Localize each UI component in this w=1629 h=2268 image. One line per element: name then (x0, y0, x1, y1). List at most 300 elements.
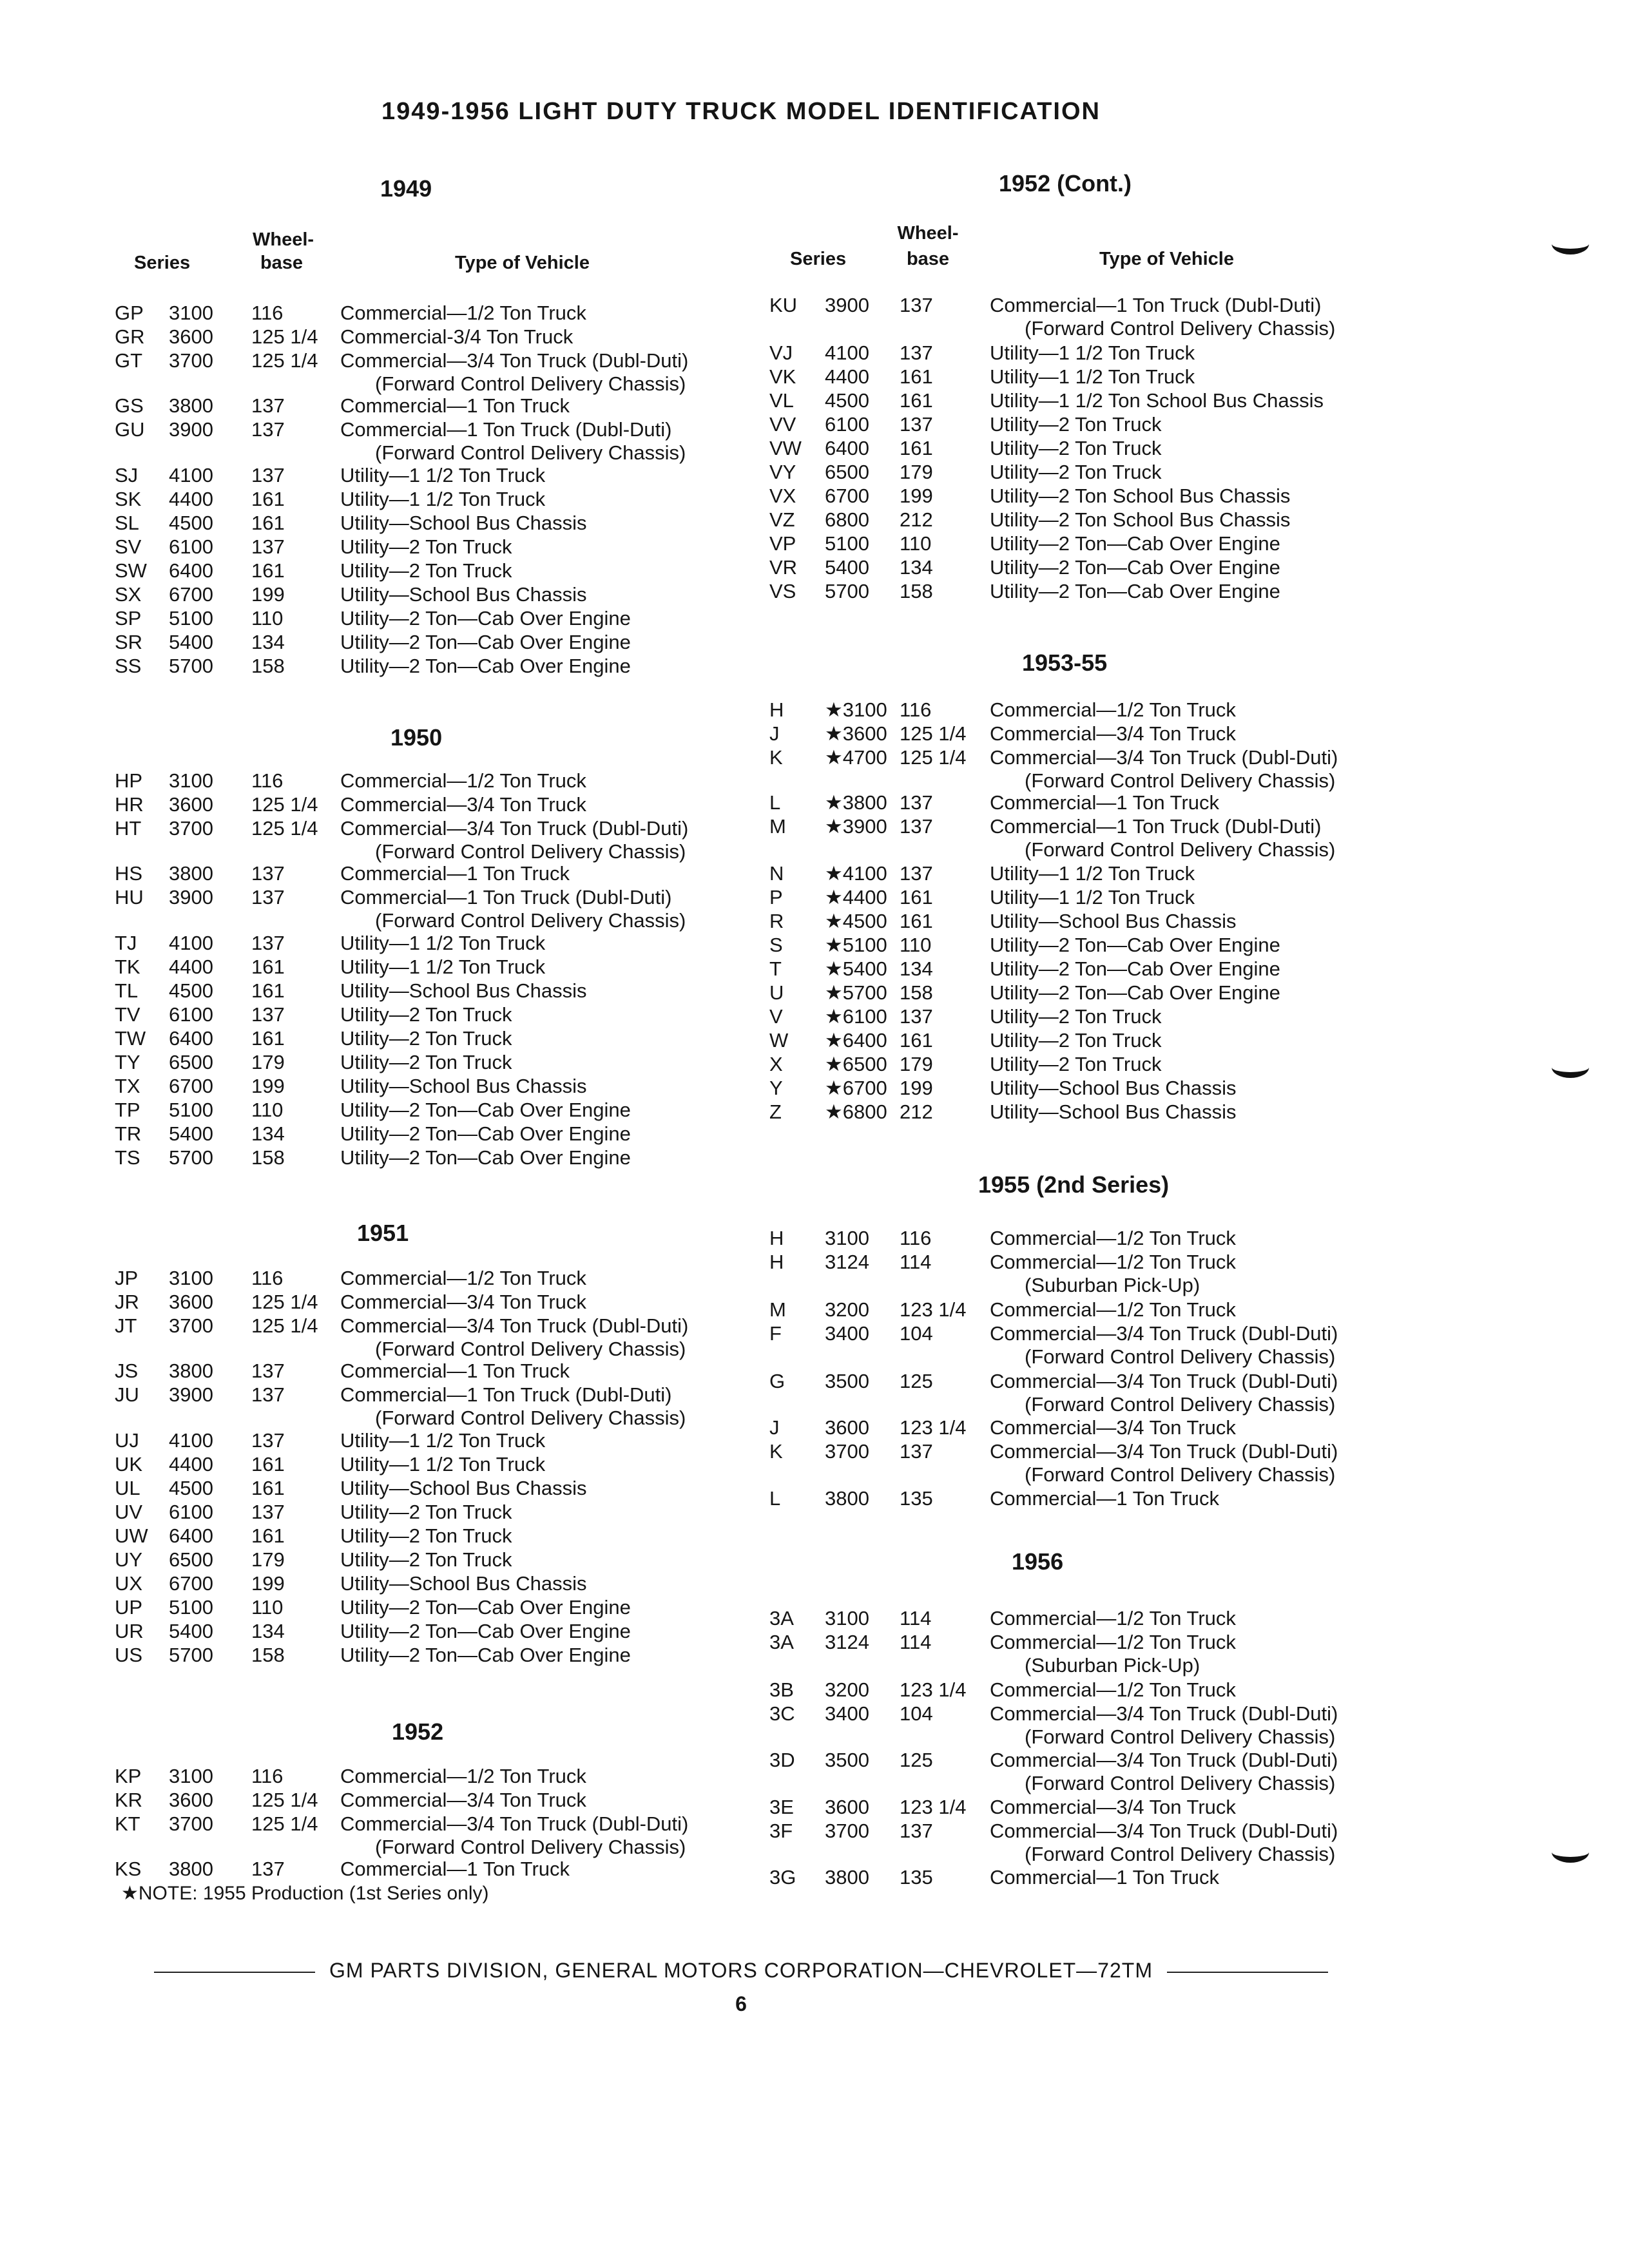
model-code: L (769, 791, 781, 814)
table-row (754, 1077, 1456, 1100)
vehicle-type-continuation: (Forward Control Delivery Chassis) (1025, 1725, 1336, 1748)
model-code: UK (115, 1453, 143, 1475)
model-code: KU (769, 294, 798, 316)
series-number: 3400 (825, 1322, 869, 1345)
wheelbase-value: 137 (251, 535, 285, 558)
scan-mark (1552, 1841, 1589, 1863)
series-number: 6700 (169, 583, 213, 606)
table-row (115, 1453, 766, 1477)
vehicle-type-continuation: (Forward Control Delivery Chassis) (1025, 1843, 1336, 1865)
model-code: H (769, 698, 784, 721)
series-number: 5100 (825, 532, 869, 555)
series-number: 3800 (169, 1858, 213, 1880)
vehicle-type: Commercial—1 Ton Truck (990, 791, 1220, 814)
vehicle-type: Commercial—3/4 Ton Truck (990, 1416, 1236, 1439)
wheelbase-value: 137 (900, 294, 933, 316)
wheelbase-value: 137 (251, 932, 285, 954)
table-row (115, 1620, 766, 1644)
wheelbase-value: 125 1/4 (251, 325, 318, 348)
table-row (754, 1702, 1456, 1726)
wheelbase-value: 110 (251, 607, 284, 629)
model-code: HT (115, 817, 142, 840)
model-code: VL (769, 389, 794, 412)
table-row (115, 1477, 766, 1501)
series-number: ★3900 (825, 815, 887, 838)
model-code: 3F (769, 1820, 793, 1842)
model-code: UP (115, 1596, 143, 1619)
wheelbase-value: 199 (900, 1077, 933, 1099)
table-row (754, 413, 1456, 437)
vehicle-type: Commercial—1/2 Ton Truck (340, 302, 586, 324)
table-row (115, 559, 766, 583)
wheelbase-value: 125 1/4 (251, 1314, 318, 1337)
model-code: H (769, 1227, 784, 1249)
page-footer (0, 1959, 1482, 1983)
table-row (115, 464, 766, 488)
series-number: 3100 (169, 769, 213, 792)
vehicle-type: Commercial—3/4 Ton Truck (Dubl-Duti) (990, 1820, 1338, 1842)
series-number: 4500 (169, 512, 213, 534)
wheelbase-value: 137 (251, 1383, 285, 1406)
vehicle-type: Commercial—3/4 Ton Truck (Dubl-Duti) (340, 349, 689, 372)
series-number: 4400 (825, 365, 869, 388)
wheelbase-value: 125 1/4 (251, 1812, 318, 1835)
vehicle-type-continuation: (Forward Control Delivery Chassis) (375, 1836, 686, 1858)
series-number: 6400 (169, 1027, 213, 1050)
model-code: J (769, 722, 780, 745)
wheelbase-value: 137 (251, 1858, 285, 1880)
series-number: 4500 (169, 979, 213, 1002)
wheelbase-value: 123 1/4 (900, 1678, 967, 1701)
vehicle-type: Commercial—3/4 Ton Truck (Dubl-Duti) (990, 1749, 1338, 1771)
wheelbase-value: 161 (251, 1027, 285, 1050)
model-code: VK (769, 365, 796, 388)
series-number: 3100 (169, 1765, 213, 1787)
table-row (115, 1429, 766, 1453)
series-number: 3500 (825, 1370, 869, 1392)
series-number: 6400 (169, 1524, 213, 1547)
footnote: ★NOTE: 1955 Production (1st Series only) (121, 1883, 489, 1904)
vehicle-type: Commercial—3/4 Ton Truck (Dubl-Duti) (990, 1440, 1338, 1463)
wheelbase-value: 199 (900, 485, 933, 507)
series-number: 5700 (169, 1644, 213, 1666)
footer-rule-left (154, 1972, 315, 1973)
vehicle-type-continuation: (Forward Control Delivery Chassis) (1025, 769, 1336, 792)
wheelbase-value: 125 1/4 (251, 793, 318, 816)
table-row (754, 1440, 1456, 1464)
series-number: 3100 (169, 302, 213, 324)
vehicle-type: Utility—2 Ton—Cab Over Engine (990, 556, 1280, 579)
vehicle-type: Commercial—1/2 Ton Truck (340, 1765, 586, 1787)
wheelbase-value: 116 (900, 1227, 932, 1249)
wheelbase-value: 110 (251, 1596, 284, 1619)
vehicle-type-continuation: (Forward Control Delivery Chassis) (375, 909, 686, 932)
series-number: 3800 (825, 1866, 869, 1888)
vehicle-type-continuation: (Forward Control Delivery Chassis) (375, 441, 686, 464)
table-row (754, 1100, 1456, 1124)
wheelbase-value: 110 (900, 934, 932, 956)
wheelbase-value: 125 1/4 (251, 1789, 318, 1811)
vehicle-type: Commercial—1/2 Ton Truck (990, 1607, 1236, 1629)
wheelbase-value: 137 (900, 815, 933, 838)
vehicle-type: Commercial-3/4 Ton Truck (340, 325, 574, 348)
series-number: 6700 (825, 485, 869, 507)
wheelbase-value: 114 (900, 1607, 932, 1629)
vehicle-type: Commercial—1/2 Ton Truck (990, 1631, 1236, 1653)
series-number: 3600 (169, 1789, 213, 1811)
model-code: H (769, 1251, 784, 1273)
vehicle-type: Commercial—1/2 Ton Truck (990, 698, 1236, 721)
table-row (115, 325, 766, 349)
wheelbase-value: 104 (900, 1702, 933, 1725)
model-code: R (769, 910, 784, 932)
series-number: 6500 (169, 1051, 213, 1073)
wheelbase-value: 137 (251, 862, 285, 885)
wheelbase-value: 179 (900, 461, 933, 483)
vehicle-type: Utility—School Bus Chassis (990, 910, 1237, 932)
model-code: HP (115, 769, 143, 792)
table-row (115, 583, 766, 607)
vehicle-type: Commercial—3/4 Ton Truck (340, 1789, 586, 1811)
model-code: TR (115, 1122, 142, 1145)
vehicle-type: Utility—1 1/2 Ton Truck (340, 956, 546, 978)
vehicle-type: Utility—2 Ton Truck (990, 413, 1162, 436)
vehicle-type: Commercial—1/2 Ton Truck (990, 1227, 1236, 1249)
model-code: N (769, 862, 784, 885)
wheelbase-value: 137 (251, 886, 285, 908)
table-row (754, 815, 1456, 839)
series-number: 4500 (825, 389, 869, 412)
model-code: JS (115, 1360, 139, 1382)
series-number: 3600 (825, 1796, 869, 1818)
header-type: Type of Vehicle (455, 253, 590, 273)
table-row (754, 1796, 1456, 1820)
table-row (115, 655, 766, 678)
wheelbase-value: 137 (900, 1005, 933, 1028)
series-number: 3700 (169, 1812, 213, 1835)
wheelbase-value: 125 1/4 (251, 349, 318, 372)
wheelbase-value: 161 (251, 979, 285, 1002)
series-number: 3200 (825, 1298, 869, 1321)
vehicle-type: Utility—2 Ton—Cab Over Engine (340, 631, 631, 653)
wheelbase-value: 161 (251, 1453, 285, 1475)
vehicle-type: Utility—2 Ton—Cab Over Engine (340, 655, 631, 677)
series-number: 3600 (169, 325, 213, 348)
table-row (115, 512, 766, 535)
model-code: GU (115, 418, 145, 441)
section-heading: 1956 (1012, 1548, 1064, 1575)
vehicle-type: Commercial—3/4 Ton Truck (Dubl-Duti) (990, 1322, 1338, 1345)
vehicle-type: Utility—2 Ton—Cab Over Engine (990, 580, 1280, 602)
section-heading: 1955 (2nd Series) (978, 1171, 1170, 1198)
header-wheelbase-top-right: Wheel- (897, 223, 959, 244)
model-code: 3D (769, 1749, 795, 1771)
wheelbase-value: 137 (900, 1440, 933, 1463)
model-code: JT (115, 1314, 137, 1337)
table-row (754, 1820, 1456, 1843)
table-row (754, 1607, 1456, 1631)
table-row (754, 365, 1456, 389)
model-code: K (769, 1440, 783, 1463)
series-number: 4400 (169, 488, 213, 510)
vehicle-type-continuation: (Forward Control Delivery Chassis) (375, 840, 686, 863)
vehicle-type: Utility—2 Ton School Bus Chassis (990, 485, 1291, 507)
wheelbase-value: 137 (251, 1501, 285, 1523)
model-code: TW (115, 1027, 146, 1050)
series-number: 5400 (169, 631, 213, 653)
model-code: M (769, 1298, 786, 1321)
wheelbase-value: 161 (900, 886, 933, 908)
vehicle-type: Utility—2 Ton Truck (340, 1524, 512, 1547)
series-number: ★4700 (825, 746, 887, 769)
vehicle-type: Utility—School Bus Chassis (340, 512, 587, 534)
wheelbase-value: 199 (251, 583, 285, 606)
wheelbase-value: 161 (900, 365, 933, 388)
model-code: KR (115, 1789, 143, 1811)
vehicle-type: Utility—1 1/2 Ton Truck (990, 341, 1195, 364)
table-row (754, 1631, 1456, 1655)
wheelbase-value: 134 (251, 1620, 285, 1642)
model-code: SV (115, 535, 142, 558)
model-code: UR (115, 1620, 144, 1642)
table-row (754, 1749, 1456, 1773)
series-number: 3700 (169, 349, 213, 372)
vehicle-type: Utility—2 Ton Truck (340, 1548, 512, 1571)
model-code: G (769, 1370, 786, 1392)
wheelbase-value: 161 (251, 956, 285, 978)
series-number: 6100 (169, 535, 213, 558)
vehicle-type: Utility—2 Ton Truck (990, 1053, 1162, 1075)
series-number: ★6500 (825, 1053, 887, 1075)
series-number: 6400 (169, 559, 213, 582)
model-code: UW (115, 1524, 148, 1547)
vehicle-type: Commercial—1 Ton Truck (Dubl-Duti) (990, 815, 1322, 838)
vehicle-type: Utility—2 Ton—Cab Over Engine (340, 1146, 631, 1169)
model-code: UV (115, 1501, 143, 1523)
model-code: TP (115, 1099, 140, 1121)
wheelbase-value: 135 (900, 1487, 933, 1510)
table-row (754, 580, 1456, 604)
series-number: ★5400 (825, 957, 887, 980)
footer-rule-right (1167, 1972, 1328, 1973)
vehicle-type: Utility—2 Ton Truck (990, 437, 1162, 459)
scan-mark (1552, 1057, 1589, 1078)
wheelbase-value: 116 (251, 1267, 284, 1289)
table-row (115, 535, 766, 559)
series-number: 4100 (825, 341, 869, 364)
wheelbase-value: 123 1/4 (900, 1796, 967, 1818)
wheelbase-value: 179 (251, 1051, 285, 1073)
model-code: KP (115, 1765, 142, 1787)
series-number: ★4500 (825, 910, 887, 932)
vehicle-type-continuation: (Forward Control Delivery Chassis) (1025, 1345, 1336, 1368)
section-heading: 1951 (357, 1220, 409, 1246)
series-number: 5100 (169, 1596, 213, 1619)
vehicle-type: Utility—1 1/2 Ton Truck (340, 932, 546, 954)
table-row (115, 1644, 766, 1667)
wheelbase-value: 135 (900, 1866, 933, 1888)
table-row (115, 979, 766, 1003)
table-row (115, 932, 766, 956)
table-row (754, 1370, 1456, 1394)
series-number: 6700 (169, 1572, 213, 1595)
model-code: L (769, 1487, 781, 1510)
section-heading: 1952 (392, 1718, 444, 1745)
footer-text: GM PARTS DIVISION, GENERAL MOTORS CORPORATION—CHEVROLET—72TM (329, 1959, 1153, 1982)
vehicle-type: Utility—School Bus Chassis (340, 1477, 587, 1499)
vehicle-type: Utility—School Bus Chassis (340, 583, 587, 606)
header-wheelbase-bottom: base (260, 253, 304, 273)
vehicle-type: Utility—2 Ton Truck (990, 461, 1162, 483)
series-number: 6500 (825, 461, 869, 483)
series-number: 3700 (169, 817, 213, 840)
vehicle-type-continuation: (Forward Control Delivery Chassis) (1025, 1463, 1336, 1486)
series-number: 3900 (169, 1383, 213, 1406)
vehicle-type: Utility—2 Ton Truck (340, 1501, 512, 1523)
vehicle-type: Commercial—3/4 Ton Truck (990, 722, 1236, 745)
table-row (754, 1251, 1456, 1274)
table-row (754, 532, 1456, 556)
series-number: ★6800 (825, 1100, 887, 1123)
model-code: SX (115, 583, 142, 606)
vehicle-type-continuation: (Forward Control Delivery Chassis) (1025, 317, 1336, 340)
wheelbase-value: 212 (900, 1100, 933, 1123)
wheelbase-value: 134 (900, 556, 933, 579)
table-row (754, 485, 1456, 508)
model-code: J (769, 1416, 780, 1439)
table-row (115, 1596, 766, 1620)
table-row (754, 910, 1456, 934)
vehicle-type: Utility—2 Ton Truck (340, 1003, 512, 1026)
wheelbase-value: 137 (900, 1820, 933, 1842)
vehicle-type: Utility—2 Ton Truck (340, 559, 512, 582)
model-code: GP (115, 302, 144, 324)
series-number: 3600 (169, 1291, 213, 1313)
series-number: 4500 (169, 1477, 213, 1499)
vehicle-type: Commercial—3/4 Ton Truck (Dubl-Duti) (990, 1370, 1338, 1392)
series-number: 3700 (825, 1440, 869, 1463)
series-number: 5700 (825, 580, 869, 602)
series-number: 6800 (825, 508, 869, 531)
page-number: 6 (735, 1992, 747, 2015)
series-number: 3100 (825, 1607, 869, 1629)
wheelbase-value: 179 (900, 1053, 933, 1075)
vehicle-type: Utility—2 Ton—Cab Over Engine (340, 1644, 631, 1666)
series-number: 5100 (169, 607, 213, 629)
table-row (115, 1501, 766, 1524)
table-row (754, 437, 1456, 461)
series-number: 5400 (169, 1620, 213, 1642)
wheelbase-value: 158 (251, 1644, 285, 1666)
header-wheelbase-top: Wheel- (253, 229, 314, 250)
series-number: 3700 (169, 1314, 213, 1337)
model-code: W (769, 1029, 789, 1052)
wheelbase-value: 161 (251, 1524, 285, 1547)
vehicle-type: Commercial—3/4 Ton Truck (Dubl-Duti) (340, 817, 689, 840)
series-number: ★5100 (825, 934, 887, 956)
wheelbase-value: 158 (251, 655, 285, 677)
wheelbase-value: 114 (900, 1251, 932, 1273)
section-heading: 1952 (Cont.) (999, 170, 1132, 197)
table-row (754, 1298, 1456, 1322)
header-wheelbase-bottom-right: base (906, 249, 950, 269)
vehicle-type: Commercial—1 Ton Truck (Dubl-Duti) (340, 1383, 672, 1406)
table-row (754, 934, 1456, 957)
model-code: 3E (769, 1796, 794, 1818)
wheelbase-value: 161 (251, 488, 285, 510)
table-row (115, 1524, 766, 1548)
series-number: 5400 (825, 556, 869, 579)
wheelbase-value: 114 (900, 1631, 932, 1653)
vehicle-type: Utility—2 Ton—Cab Over Engine (990, 981, 1280, 1004)
model-code: 3C (769, 1702, 795, 1725)
vehicle-type: Utility—1 1/2 Ton Truck (990, 365, 1195, 388)
vehicle-type: Utility—2 Ton—Cab Over Engine (340, 1122, 631, 1145)
model-code: VV (769, 413, 796, 436)
vehicle-type: Commercial—3/4 Ton Truck (Dubl-Duti) (990, 746, 1338, 769)
vehicle-type: Utility—1 1/2 Ton Truck (340, 1429, 546, 1452)
wheelbase-value: 110 (900, 532, 932, 555)
vehicle-type: Utility—2 Ton Truck (340, 1027, 512, 1050)
series-number: 3124 (825, 1251, 869, 1273)
model-code: U (769, 981, 784, 1004)
table-row (115, 1099, 766, 1122)
vehicle-type: Commercial—1 Ton Truck (Dubl-Duti) (340, 886, 672, 908)
table-row (115, 1291, 766, 1314)
table-row (115, 1572, 766, 1596)
table-row (754, 981, 1456, 1005)
vehicle-type: Commercial—3/4 Ton Truck (Dubl-Duti) (990, 1702, 1338, 1725)
table-row (754, 1322, 1456, 1346)
wheelbase-value: 137 (900, 413, 933, 436)
model-code: 3G (769, 1866, 796, 1888)
model-code: SL (115, 512, 139, 534)
series-number: 6400 (825, 437, 869, 459)
model-code: SK (115, 488, 142, 510)
vehicle-type: Utility—2 Ton Truck (340, 1051, 512, 1073)
vehicle-type: Utility—School Bus Chassis (990, 1077, 1237, 1099)
wheelbase-value: 161 (900, 1029, 933, 1052)
series-number: ★3800 (825, 791, 887, 814)
model-code: KS (115, 1858, 142, 1880)
table-row (115, 1548, 766, 1572)
vehicle-type: Utility—School Bus Chassis (990, 1100, 1237, 1123)
model-code: TJ (115, 932, 137, 954)
model-code: UX (115, 1572, 143, 1595)
series-number: 3500 (825, 1749, 869, 1771)
vehicle-type: Utility—1 1/2 Ton Truck (340, 464, 546, 486)
header-type-right: Type of Vehicle (1099, 249, 1234, 269)
model-code: VS (769, 580, 796, 602)
model-code: T (769, 957, 782, 980)
series-number: ★5700 (825, 981, 887, 1004)
model-code: VZ (769, 508, 795, 531)
table-row (754, 389, 1456, 413)
vehicle-type: Commercial—1 Ton Truck (Dubl-Duti) (990, 294, 1322, 316)
table-row (754, 957, 1456, 981)
model-code: JR (115, 1291, 139, 1313)
table-row (754, 1005, 1456, 1029)
wheelbase-value: 125 1/4 (900, 746, 967, 769)
wheelbase-value: 137 (251, 464, 285, 486)
vehicle-type: Commercial—1/2 Ton Truck (990, 1298, 1236, 1321)
model-code: M (769, 815, 786, 838)
table-row (115, 302, 766, 325)
table-row (115, 1051, 766, 1075)
model-code: US (115, 1644, 143, 1666)
model-code: SS (115, 655, 142, 677)
wheelbase-value: 123 1/4 (900, 1298, 967, 1321)
